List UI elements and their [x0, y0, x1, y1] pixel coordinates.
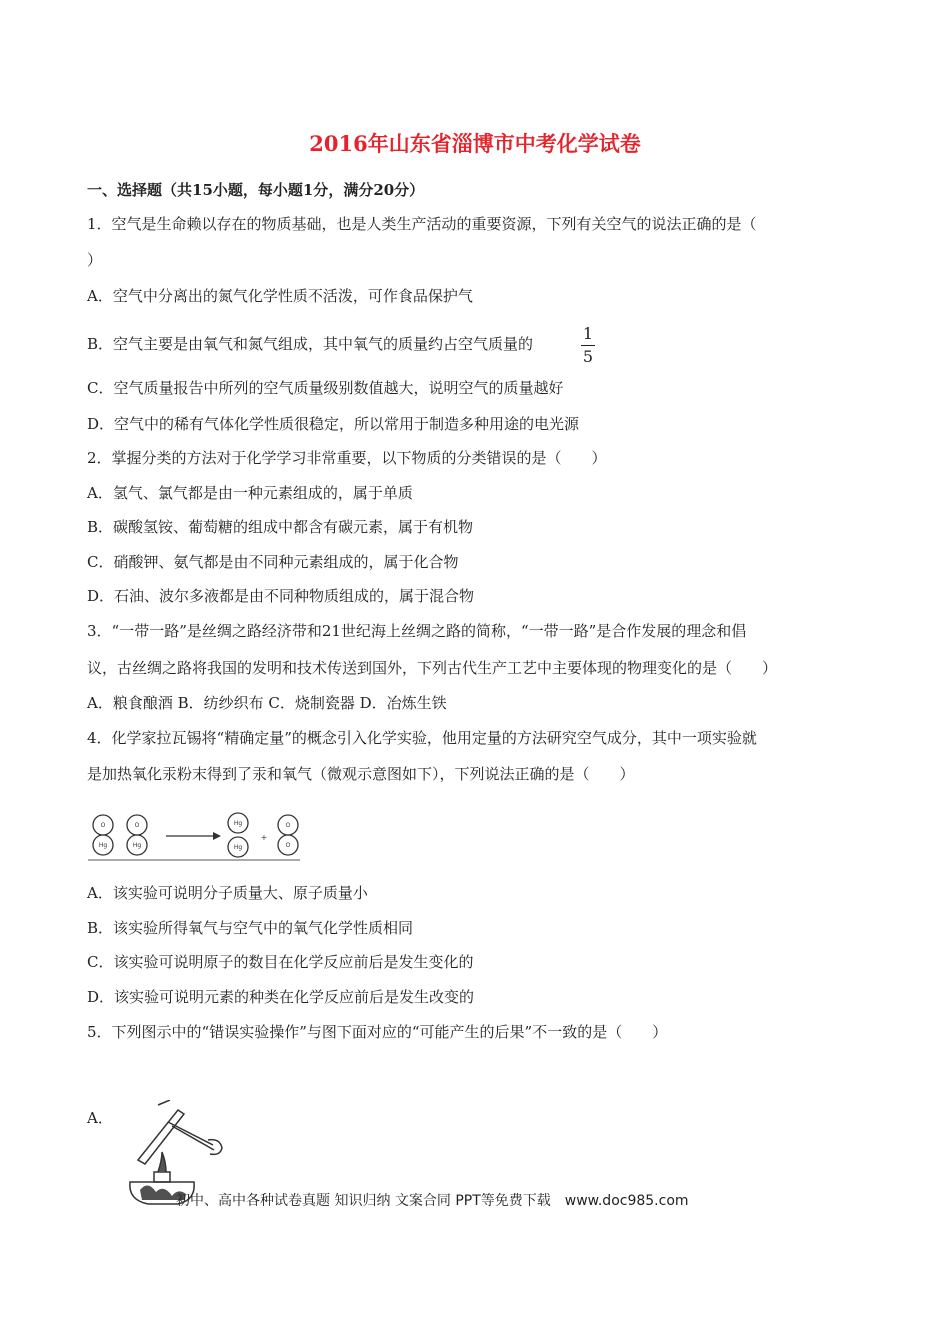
question-4-option-b: B．该实验所得氧气与空气中的氧气化学性质相同	[87, 919, 414, 937]
section-heading: 一、选择题（共15小题，每小题1分，满分20分）	[87, 181, 425, 199]
arrow-head	[213, 832, 221, 840]
question-2-option-b: B．碳酸氢铵、葡萄糖的组成中都含有碳元素，属于有机物	[87, 518, 474, 536]
question-5-option-a-label: A．	[87, 1109, 113, 1127]
question-1-option-a: A．空气中分离出的氮气化学性质不活泼，可作食品保护气	[87, 287, 473, 305]
atom-label: Hg	[233, 820, 243, 827]
atom-label: O	[134, 822, 140, 829]
holder-clamp	[168, 1122, 213, 1145]
flame	[158, 1152, 166, 1172]
question-3-stem-line-2: 议，古丝绸之路将我国的发明和技术传送到国外，下列古代生产工艺中主要体现的物理变化的是（ ）	[87, 659, 778, 677]
atom-label: Hg	[132, 842, 142, 849]
mercury-atoms	[228, 813, 248, 857]
footer-watermark-text: 初中、高中各种试卷真题 知识归纳 文案合同 PPT等免费下载 www.doc985.com	[176, 1193, 689, 1209]
question-4-option-c: C．该实验可说明原子的数目在化学反应前后是发生变化的	[87, 953, 474, 971]
atom-label: O	[100, 822, 106, 829]
reaction-diagram	[88, 812, 302, 862]
atom-label: O	[285, 842, 291, 849]
question-1-option-b: B．空气主要是由氧气和氮气组成，其中氧气的质量约占空气质量的	[87, 335, 534, 353]
question-4-option-d: D．该实验可说明元素的种类在化学反应前后是发生改变的	[87, 988, 475, 1006]
fraction-bar	[581, 345, 595, 346]
question-1-option-d: D．空气中的稀有气体化学性质很稳定，所以常用于制造多种用途的电光源	[87, 415, 580, 433]
question-4-stem-line-2: 是加热氧化汞粉末得到了汞和氧气（微观示意图如下），下列说法正确的是（ ）	[87, 765, 635, 783]
question-3-options: A．粮食酿酒 B．纺纱织布 C．烧制瓷器 D．冶炼生铁	[87, 694, 447, 712]
fraction-numerator: 1	[582, 324, 594, 343]
question-1-stem-line-1: 1．空气是生命赖以存在的物质基础，也是人类生产活动的重要资源，下列有关空气的说法正确的是（	[87, 215, 757, 233]
lamp-neck	[154, 1172, 170, 1182]
test-tube	[138, 1110, 184, 1164]
question-2-option-c: C．硝酸钾、氨气都是由不同种元素组成的，属于化合物	[87, 553, 459, 571]
page-title: 2016年山东省淄博市中考化学试卷	[309, 131, 641, 156]
question-5-stem: 5．下列图示中的“错误实验操作”与图下面对应的“可能产生的后果”不一致的是（ ）	[87, 1023, 668, 1041]
question-3-stem-line-1: 3．“一带一路”是丝绸之路经济带和21世纪海上丝绸之路的简称，“一带一路”是合作发展的理念和倡	[87, 622, 747, 640]
molecule-hgo-2	[127, 815, 147, 855]
molecule-hgo-1	[93, 815, 113, 855]
question-1-stem-line-2: ）	[87, 251, 103, 269]
question-4-stem-line-1: 4．化学家拉瓦锡将“精确定量”的概念引入化学实验，他用定量的方法研究空气成分，其中一项实验就	[87, 729, 757, 747]
question-2-option-a: A．氢气、氯气都是由一种元素组成的，属于单质	[87, 484, 413, 502]
question-2-option-d: D．石油、波尔多液都是由不同种物质组成的，属于混合物	[87, 587, 475, 605]
oxygen-molecule	[278, 815, 298, 855]
atom-label: O	[285, 822, 291, 829]
question-1-option-c: C．空气质量报告中所列的空气质量级别数值越大，说明空气的质量越好	[87, 379, 564, 397]
question-2-stem: 2．掌握分类的方法对于化学学习非常重要，以下物质的分类错误的是（ ）	[87, 449, 607, 467]
plus-sign: +	[260, 833, 268, 842]
atom-label: Hg	[98, 842, 108, 849]
atom-label: Hg	[233, 844, 243, 851]
fraction-denominator: 5	[582, 347, 594, 366]
question-4-option-a: A．该实验可说明分子质量大、原子质量小	[87, 884, 368, 902]
